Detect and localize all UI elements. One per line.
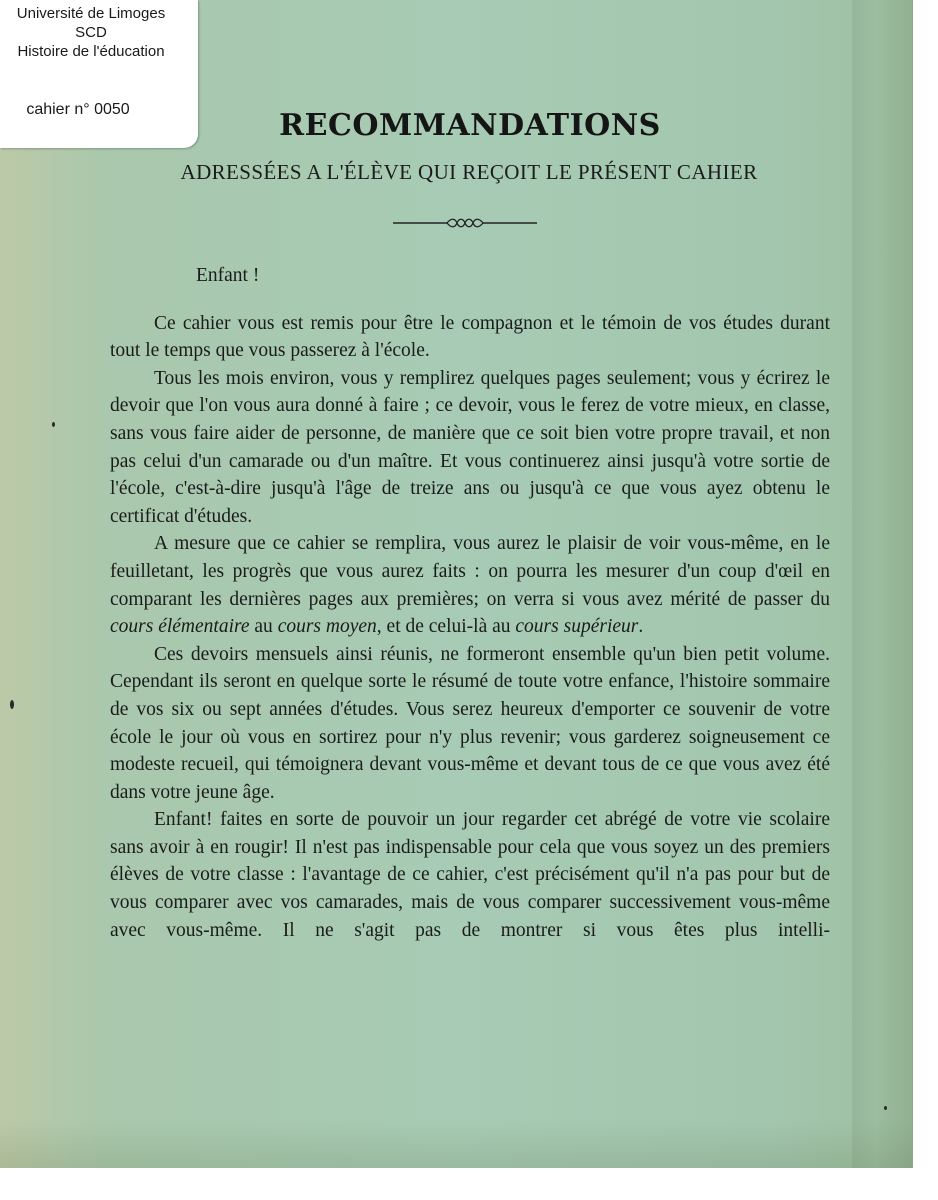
paper-speck: [52, 422, 55, 427]
label-institution: Université de Limoges: [16, 5, 166, 22]
page-edge-shading: [852, 0, 912, 1168]
ornament-divider-icon: [393, 213, 537, 233]
cours-superieur: cours supérieur: [515, 616, 639, 638]
salutation: Enfant !: [196, 265, 260, 286]
page-bottom-shading: [0, 1120, 912, 1168]
paragraph-3-text-b: au: [249, 616, 278, 638]
recommendations-text: [110, 262, 830, 944]
label-cahier-number: cahier n° 0050: [26, 101, 130, 118]
page-subtitle: ADRESSÉES A L'ÉLÈVE QUI REÇOIT LE PRÉSENT CAHIER: [180, 160, 758, 184]
label-collection: Histoire de l'éducation: [17, 43, 165, 60]
paragraph-3-text-d: .: [638, 616, 644, 638]
paragraph-1: Ce cahier vous est remis pour être le compagnon et le témoin de vos études durant tout le temps que vous passerez à l'école.: [110, 312, 830, 362]
paragraph-3: [110, 530, 830, 640]
paper-speck: [884, 1106, 887, 1110]
paragraph-2: Tous les mois environ, vous y remplirez quelques pages seulement; vous y écrirez le devoir que l'on vous aura donné à faire ; ce devoir, vous le ferez de votre mieux, en classe, sans vous faire aider de personne, de manière que ce soit bien votre propre travail, et non pas celui d'un camarade ou d'un maître. Et vous continuerez ainsi jusqu'à votre sortie de l'école, c'est-à-dire jusqu'à l'âge de treize ans ou jusqu'à ce que vous ayez obtenu le certificat d'études.: [110, 367, 830, 527]
paragraph-5: Enfant! faites en sorte de pouvoir un jour regarder cet abrégé de votre vie scolaire sans avoir à en rougir! Il n'est pas indispensable pour cela que vous soyez un des premiers élèves de votre classe : l'avantage de ce cahier, c'est précisément qu'il n'a pas pour but de vous comparer avec vos camarades, mais de vous comparer successivement vous-même avec vous-même. Il ne s'agit pas de montrer si vous êtes plus intelli-: [110, 809, 830, 941]
library-label: [0, 0, 198, 148]
cours-elementaire: cours élémentaire: [110, 616, 250, 638]
paper-speck: [10, 700, 14, 709]
page-title: RECOMMANDATIONS: [279, 108, 661, 144]
paragraph-3-text-a: A mesure que ce cahier se remplira, vous aurez le plaisir de voir vous-même, en le feuilletant, les progrès que vous aurez faits : on pourra les mesurer d'un coup d'œil en comparant les dernières pages aux premières; on verra si vous avez mérité de passer du: [110, 533, 830, 610]
paragraph-3-text-c: , et de celui-là au: [376, 616, 516, 638]
cours-moyen: cours moyen: [277, 616, 377, 638]
paragraph-4: Ces devoirs mensuels ainsi réunis, ne formeront ensemble qu'un bien petit volume. Cependant ils seront en quelque sorte le résumé de toute votre enfance, l'histoire sommaire de vos six ou sept années d'études. Vous serez heureux d'emporter ce souvenir de votre école le jour où vous en sortirez pour n'y plus revenir; vous garderez soigneusement ce modeste recueil, qui témoignera devant vous-même et devant tous de ce que vous avez été dans votre jeune âge.: [110, 643, 830, 803]
label-service: SCD: [75, 24, 107, 41]
